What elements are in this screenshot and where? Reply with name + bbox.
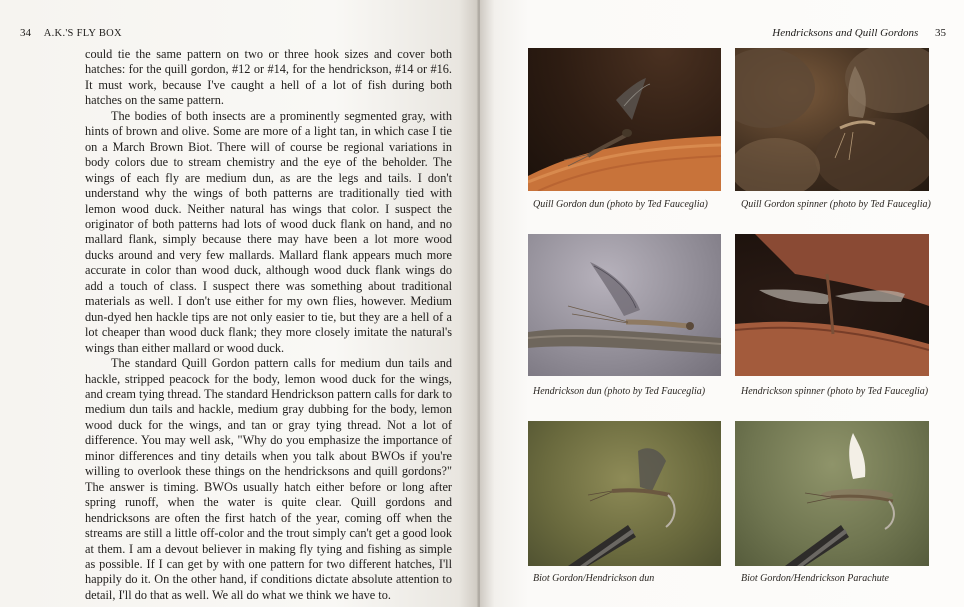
hendrickson-dun-photo [528,234,721,376]
paragraph-3: The standard Quill Gordon pattern calls for medium dun tails and hackle, stripped peacock for the body, lemon wood duck for the wings, and cream tying thread. The standard Hendrickson pattern calls for dark to medium dun tails and hackle, medium gray dubbing for the body, lemon wood duck for the wings, and tan or gray tying thread. Not a lot of difference. You may well ask, "Why do you emphasize the importance of minor differences and tiny details when you talk about BWOs if you're willing to overlook these things on the hendricksons and quill gordons?" The answer is timing. BWOs usually hatch either before or long after spring runoff, when the water is quite clear. Quill gordons and hendricksons are often the first hatch of the year, coming off when the streams are still a little off-color and the trout simply can't get a good look at them. I am a devout believer in making fly tying and fishing as simple as possible. If I can get by with one pattern for two different hatches, I'll happily do it. On the other hand, if conditions dictate absolute attention to detail, I'll do that as well. We all do what we think we have to. [85,356,452,602]
paragraph-1: could tie the same pattern on two or three hook sizes and cover both hatches: for the quill gordon, #12 or #14, for the hendrickson, #14 or #16. It must work, because I've caught a hell of a lot of fish during both hatches on the same pattern. [85,47,452,108]
hendrickson-spinner-photo [735,234,929,376]
caption-biot-dun: Biot Gordon/Hendrickson dun [533,573,655,584]
quill-gordon-dun-photo [528,48,721,191]
biot-parachute-fly-photo [735,421,929,566]
left-page-number: 34 [20,27,31,39]
body-text [85,47,452,603]
caption-hendrickson-spinner: Hendrickson spinner (photo by Ted Fauceglia) [741,386,929,397]
caption-hendrickson-dun: Hendrickson dun (photo by Ted Fauceglia) [533,386,706,397]
caption-quill-gordon-dun: Quill Gordon dun (photo by Ted Fauceglia) [533,199,708,210]
left-book-title: A.K.'S FLY BOX [43,28,122,39]
biot-dun-fly-photo [528,421,721,566]
right-running-head [772,27,946,39]
caption-quill-gordon-spinner: Quill Gordon spinner (photo by Ted Fauceglia) [741,199,931,210]
caption-biot-parachute: Biot Gordon/Hendrickson Parachute [741,573,889,584]
right-chapter-title: Hendricksons and Quill Gordons [772,27,919,39]
quill-gordon-spinner-photo [735,48,929,191]
paragraph-2: The bodies of both insects are a prominently segmented gray, with hints of brown and olive. Some are more of a light tan, in which case I tie on a March Brown Biot. There will of course be regional variations in body colors due to stream chemistry and the eye of the beholder. The wings of each fly are medium dun, as are the legs and tails. I don't understand why the wings of both patterns are traditionally tied with lemon wood duck. Neither natural has wings that color. I suspect the originator of both patterns had lots of wood duck flank on hand, and no mallard flank, simply because there may have been a lot more wood ducks around and very few mallards. Mallard flank appears much more accurate in color than wood duck, although wood duck flank wings do add a touch of class. I suspect there was something about traditional materials as well. I don't use either for my own flies, however. Medium dun-dyed hen hackle tips are not only easier to tie, but they are a hell of a lot cheaper than wood duck flank; they more closely imitate the natural's wings than either mallard or wood duck. [85,108,452,355]
right-page-number: 35 [935,27,946,39]
left-running-head [20,27,122,39]
